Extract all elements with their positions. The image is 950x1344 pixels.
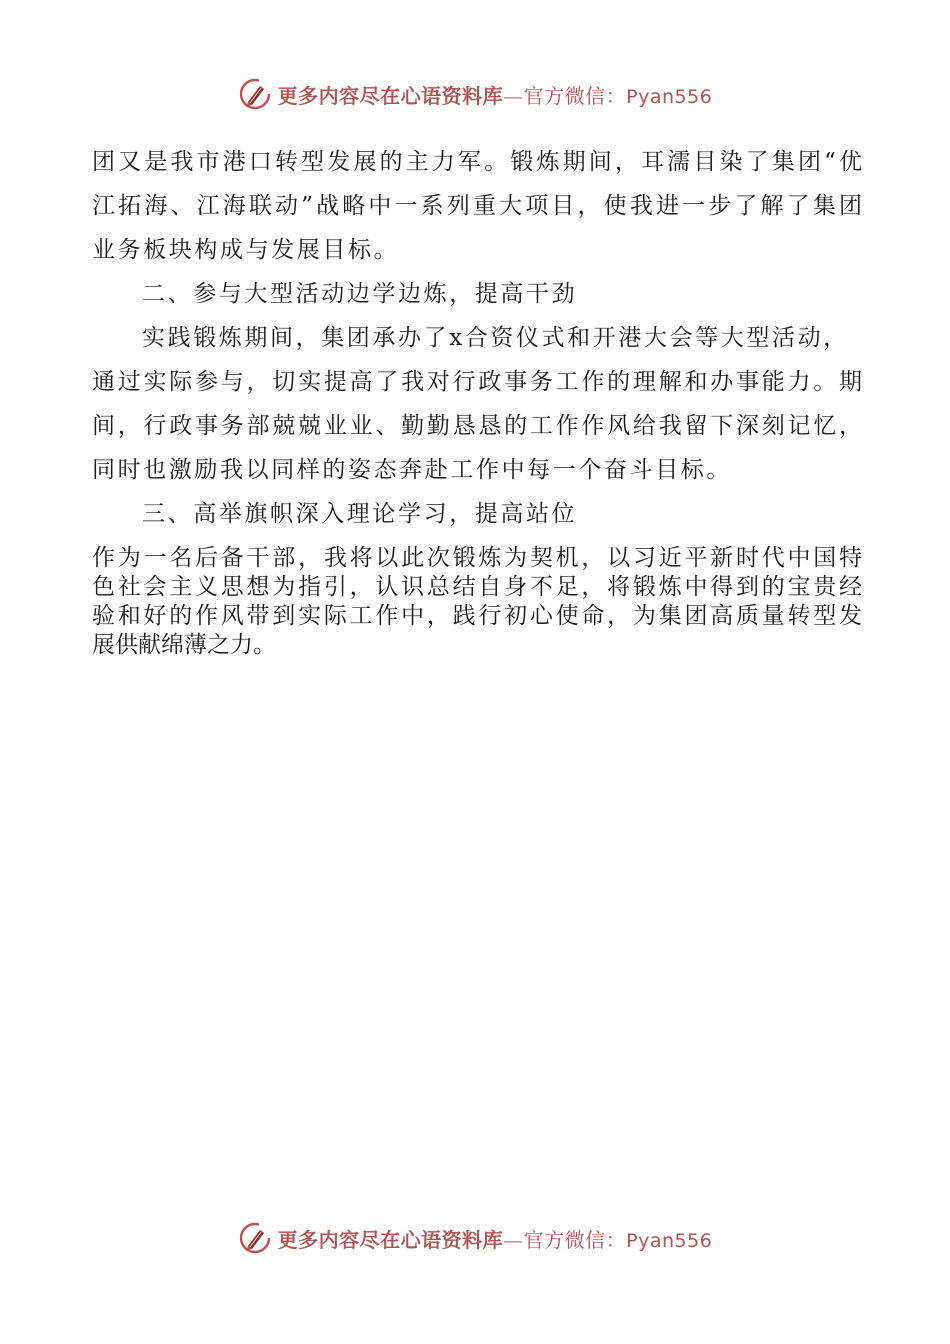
paragraph-line: 实践锻炼期间，集团承办了x合资仪式和开港大会等大型活动， [142,325,849,351]
paragraph-line: 验和好的作风带到实际工作中，践行初心使命，为集团高质量转型发 [92,603,862,629]
paragraph-line: 作为一名后备干部，我将以此次锻炼为契机，以习近平新时代中国特 [92,545,862,571]
watermark-header [0,74,950,114]
pen-logo-icon [238,77,272,111]
paragraph-line: 业务板块构成与发展目标。 [92,237,400,263]
paragraph-line: 江拓海、江海联动”战略中一系列重大项目，使我进一步了解了集团 [92,193,862,219]
watermark-text: 更多内容尽在心语资料库—官方微信：Pyan556 [277,1227,713,1252]
section-heading: 二、参与大型活动边学边炼，提高干劲 [142,281,578,307]
section-heading: 三、高举旗帜深入理论学习，提高站位 [142,501,578,527]
paragraph-line: 团又是我市港口转型发展的主力军。锻炼期间，耳濡目染了集团“优 [92,149,862,175]
paragraph-line: 展供献绵薄之力。 [92,632,276,658]
pen-logo-icon [238,1221,272,1255]
watermark-footer [0,1218,950,1258]
paragraph-line: 同时也激励我以同样的姿态奔赴工作中每一个奋斗目标。 [92,457,732,483]
closing-paragraph [92,544,862,660]
document-body [92,140,862,660]
watermark-text: 更多内容尽在心语资料库—官方微信：Pyan556 [277,83,713,108]
paragraph-line: 通过实际参与，切实提高了我对行政事务工作的理解和办事能力。期 [92,369,862,395]
paragraph-line: 色社会主义思想为指引，认识总结自身不足，将锻炼中得到的宝贵经 [92,574,862,600]
paragraph-line: 间，行政事务部兢兢业业、勤勤恳恳的工作作风给我留下深刻记忆， [92,413,862,439]
